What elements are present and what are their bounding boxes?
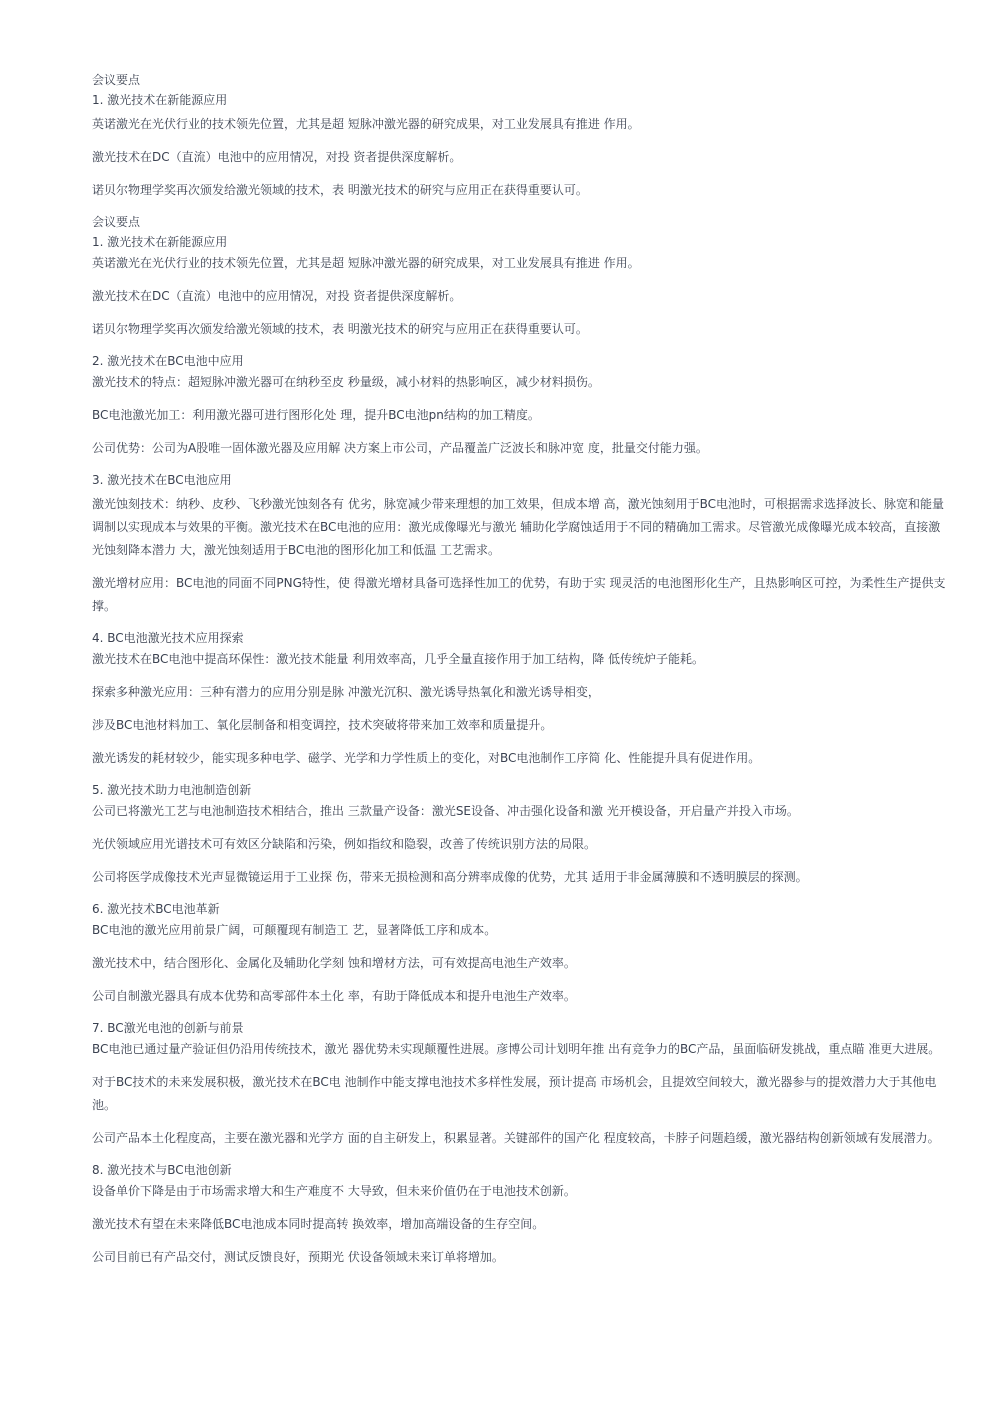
paragraph: BC电池的激光应用前景广阔，可颠覆现有制造工 艺，显著降低工序和成本。 [92, 923, 497, 937]
paragraph: 光伏领域应用光谱技术可有效区分缺陷和污染，例如指纹和隐裂，改善了传统识别方法的局限。 [92, 837, 597, 851]
paragraph: 英诺激光在光伏行业的技术领先位置，尤其是超 短脉冲激光器的研究成果，对工业发展具有推进 作用。 [92, 117, 640, 131]
paragraph: 诺贝尔物理学奖再次颁发给激光领域的技术，表 明激光技术的研究与应用正在获得重要认可。 [92, 322, 588, 336]
paragraph: 探索多种激光应用：三种有潜力的应用分别是脉 冲激光沉积、激光诱导热氧化和激光诱导相变， [92, 685, 600, 699]
paragraph: 设备单价下降是由于市场需求增大和生产难度不 大导致，但未来价值仍在于电池技术创新。 [92, 1184, 576, 1198]
paragraph: BC电池激光加工：利用激光器可进行图形化处 理，提升BC电池pn结构的加工精度。 [92, 408, 540, 422]
paragraph: 激光技术在BC电池中提高环保性：激光技术能量 利用效率高，几乎全量直接作用于加工结构，降 低传统炉子能耗。 [92, 652, 705, 666]
paragraph: 激光诱发的耗材较少，能实现多种电学、磁学、光学和力学性质上的变化，对BC电池制作工序简 化、性能提升具有促进作用。 [92, 751, 761, 765]
paragraph: 公司将医学成像技术光声显微镜运用于工业探 伤，带来无损检测和高分辨率成像的优势，尤其 适用于非金属薄膜和不透明膜层的探测。 [92, 870, 808, 884]
meeting-points-heading: 会议要点 [92, 73, 141, 87]
paragraph: 公司优势：公司为A股唯一固体激光器及应用解 决方案上市公司，产品覆盖广泛波长和脉冲宽 度，批量交付能力强。 [92, 441, 708, 455]
paragraph: 激光技术在DC（直流）电池中的应用情况，对投 资者提供深度解析。 [92, 150, 462, 164]
document-content [92, 70, 948, 1279]
paragraph: 公司目前已有产品交付，测试反馈良好，预期光 伏设备领域未来订单将增加。 [92, 1250, 504, 1264]
paragraph: 激光技术中，结合图形化、金属化及辅助化学刻 蚀和增材方法，可有效提高电池生产效率。 [92, 956, 576, 970]
meeting-points-heading: 会议要点 [92, 215, 141, 229]
section-heading: 3. 激光技术在BC电池应用 [92, 473, 232, 487]
paragraph: 公司自制激光器具有成本优势和高零部件本土化 率，有助于降低成本和提升电池生产效率。 [92, 989, 576, 1003]
paragraph: 激光技术在DC（直流）电池中的应用情况，对投 资者提供深度解析。 [92, 289, 462, 303]
section-heading: 4. BC电池激光技术应用探索 [92, 631, 244, 645]
paragraph: 对于BC技术的未来发展积极，激光技术在BC电 池制作中能支撑电池技术多样性发展，预计提高 市场机会，且提效空间较大，激光器参与的提效潜力大于其他电池。 [92, 1075, 937, 1112]
section-heading: 2. 激光技术在BC电池中应用 [92, 354, 244, 368]
paragraph: 激光蚀刻技术：纳秒、皮秒、飞秒激光蚀刻各有 优劣，脉宽减少带来理想的加工效果，但成本增 高，激光蚀刻用于BC电池时，可根据需求选择波长、脉宽和能量调制以实现成本与效果的平衡。激光技术在BC电池的应用：激光成像曝光与激光 辅助化学腐蚀适用于不同的精确加工需求。尽管激光成像曝光成本较高，直接激光蚀刻降本潜力 大，激光蚀刻适用于BC电池的图形化加工和低温 工艺需求。 [92, 497, 945, 557]
section-heading: 7. BC激光电池的创新与前景 [92, 1021, 244, 1035]
paragraph: 激光技术的特点：超短脉冲激光器可在纳秒至皮 秒量级，减小材料的热影响区，减少材料损伤。 [92, 375, 600, 389]
paragraph: 涉及BC电池材料加工、氧化层制备和相变调控，技术突破将带来加工效率和质量提升。 [92, 718, 553, 732]
paragraph: BC电池已通过量产验证但仍沿用传统技术，激光 器优势未实现颠覆性进展。彦博公司计划明年推 出有竞争力的BC产品，虽面临研发挑战，重点瞄 准更大进展。 [92, 1042, 941, 1056]
paragraph: 激光技术有望在未来降低BC电池成本同时提高转 换效率，增加高端设备的生存空间。 [92, 1217, 545, 1231]
paragraph: 公司已将激光工艺与电池制造技术相结合，推出 三款量产设备：激光SE设备、冲击强化设备和激 光开模设备，开启量产并投入市场。 [92, 804, 799, 818]
section-heading: 1. 激光技术在新能源应用 [92, 93, 228, 107]
section-heading: 5. 激光技术助力电池制造创新 [92, 783, 252, 797]
section-heading: 6. 激光技术BC电池革新 [92, 902, 220, 916]
paragraph: 激光增材应用：BC电池的同面不同PNG特性，使 得激光增材具备可选择性加工的优势，有助于实 现灵活的电池图形化生产，且热影响区可控，为柔性生产提供支撑。 [92, 576, 946, 613]
section-heading: 1. 激光技术在新能源应用 [92, 235, 228, 249]
section-heading: 8. 激光技术与BC电池创新 [92, 1163, 232, 1177]
paragraph: 公司产品本土化程度高，主要在激光器和光学方 面的自主研发上，积累显著。关键部件的国产化 程度较高，卡脖子问题趋缓，激光器结构创新领域有发展潜力。 [92, 1131, 940, 1145]
paragraph: 英诺激光在光伏行业的技术领先位置，尤其是超 短脉冲激光器的研究成果，对工业发展具有推进 作用。 [92, 256, 640, 270]
paragraph: 诺贝尔物理学奖再次颁发给激光领域的技术，表 明激光技术的研究与应用正在获得重要认可。 [92, 183, 588, 197]
